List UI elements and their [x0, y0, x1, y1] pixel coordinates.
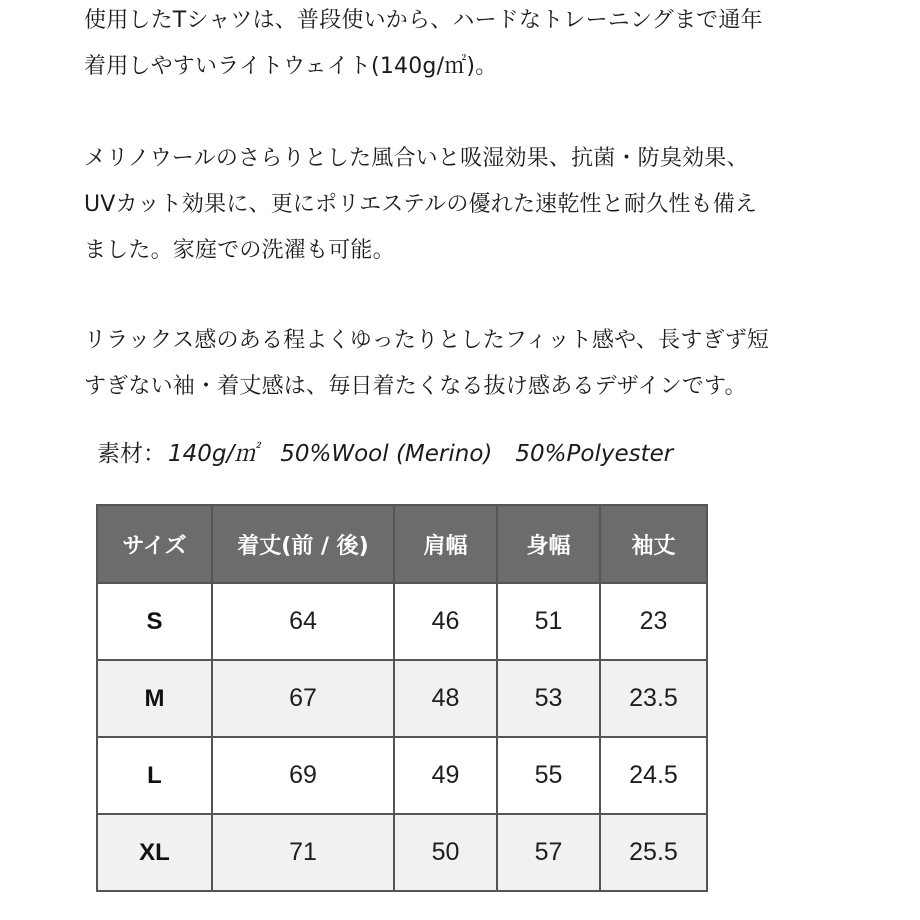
- chest-width-cell: 51: [497, 583, 600, 660]
- header-body-length: 着丈(前 / 後): [212, 505, 394, 583]
- chest-width-cell: 57: [497, 814, 600, 891]
- description-paragraph-3: [84, 318, 864, 410]
- shoulder-width-cell: 46: [394, 583, 497, 660]
- size-table-header-row: [97, 505, 707, 583]
- description-line: ました。家庭での洗濯も可能。: [84, 238, 395, 263]
- material-label: 素材：: [97, 441, 166, 467]
- header-chest-width: 身幅: [497, 505, 600, 583]
- size-cell: L: [97, 737, 212, 814]
- chest-width-cell: 55: [497, 737, 600, 814]
- body-length-cell: 71: [212, 814, 394, 891]
- description-line: 使用したTシャツは、普段使いから、ハードなトレーニングまで通年: [84, 8, 763, 33]
- table-row: [97, 660, 707, 737]
- description-paragraph-1: [84, 0, 864, 90]
- body-length-cell: 64: [212, 583, 394, 660]
- description-line: すぎない袖・着丈感は、毎日着たくなる抜け感あるデザインです。: [84, 374, 747, 399]
- material-spec: [97, 432, 673, 476]
- header-size: サイズ: [97, 505, 212, 583]
- table-row: [97, 737, 707, 814]
- description-line: メリノウールのさらりとした風合いと吸湿効果、抗菌・防臭効果、: [84, 146, 749, 171]
- size-cell: M: [97, 660, 212, 737]
- shoulder-width-cell: 50: [394, 814, 497, 891]
- description-line: リラックス感のある程よくゆったりとしたフィット感や、長すぎず短: [84, 328, 770, 353]
- size-chart-table: [96, 504, 708, 892]
- sleeve-length-cell: 24.5: [600, 737, 707, 814]
- material-value: 140g/㎡ 50%Wool (Merino) 50%Polyester: [168, 441, 674, 467]
- size-cell: XL: [97, 814, 212, 891]
- sleeve-length-cell: 25.5: [600, 814, 707, 891]
- description-line: UVカット効果に、更にポリエステルの優れた速乾性と耐久性も備え: [84, 192, 758, 217]
- description-paragraph-2: [84, 136, 864, 274]
- table-row: [97, 583, 707, 660]
- body-length-cell: 67: [212, 660, 394, 737]
- shoulder-width-cell: 48: [394, 660, 497, 737]
- size-cell: S: [97, 583, 212, 660]
- header-sleeve-length: 袖丈: [600, 505, 707, 583]
- body-length-cell: 69: [212, 737, 394, 814]
- sleeve-length-cell: 23: [600, 583, 707, 660]
- description-line: 着用しやすいライトウェイト(140g/㎡)。: [84, 54, 498, 79]
- sleeve-length-cell: 23.5: [600, 660, 707, 737]
- chest-width-cell: 53: [497, 660, 600, 737]
- header-shoulder-width: 肩幅: [394, 505, 497, 583]
- shoulder-width-cell: 49: [394, 737, 497, 814]
- table-row: [97, 814, 707, 891]
